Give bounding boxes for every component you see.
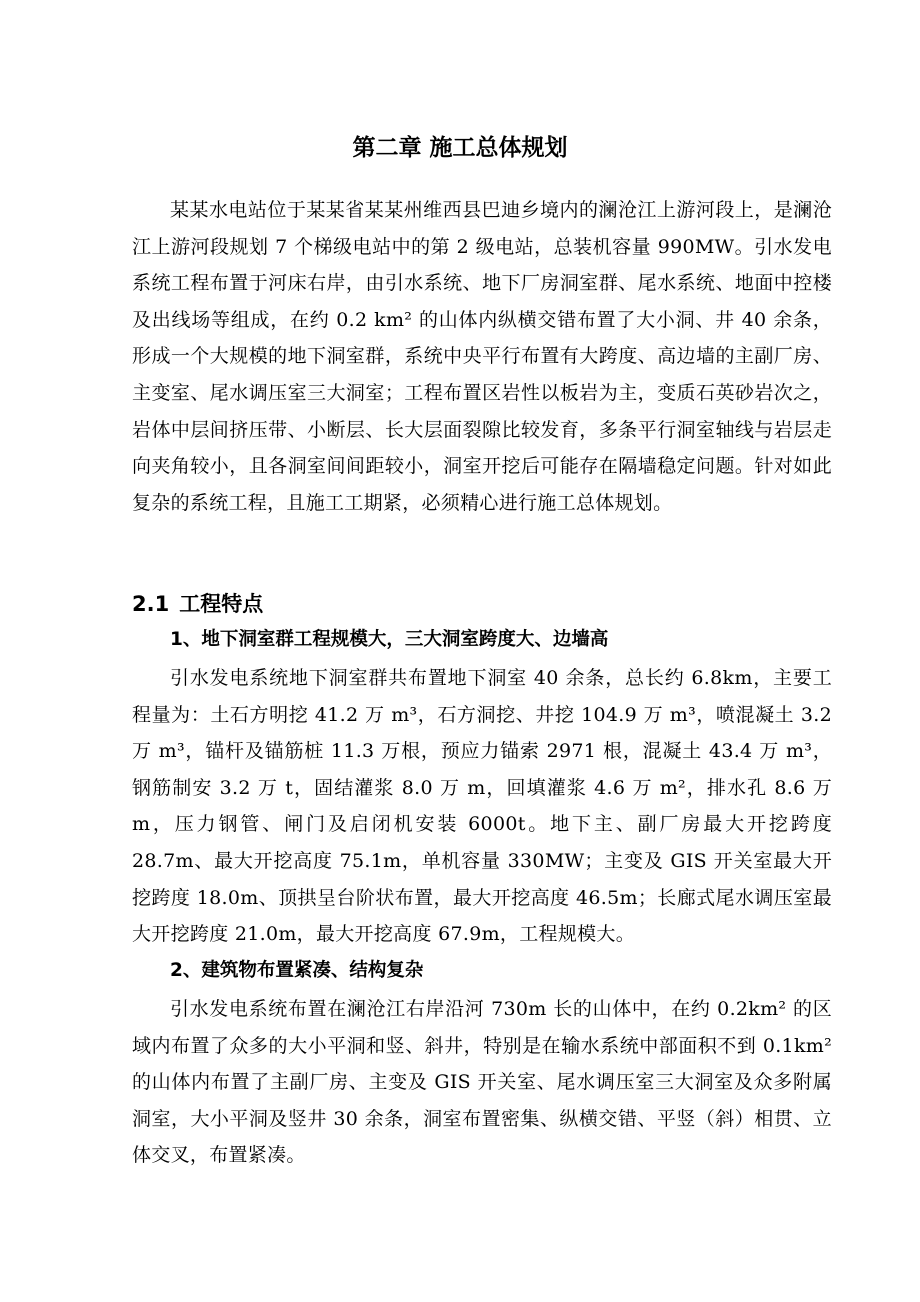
item-2-paragraph: 引水发电系统布置在澜沧江右岸沿河 730m 长的山体中，在约 0.2km² 的区域内布置了众多的大小平洞和竖、斜井，特别是在输水系统中部面积不到 0.1km² 的山体内布置了主副厂房、主变及 GIS 开关室、尾水调压室三大洞室及众多附属洞室，大小平洞及竖井 30 余条，洞室布置密集、纵横交错、平竖（斜）相贯、立体交叉，布置紧凑。 bbox=[132, 998, 832, 1167]
section-heading bbox=[132, 589, 263, 619]
intro-paragraph: 某某水电站位于某某省某某州维西县巴迪乡境内的澜沧江上游河段上，是澜沧江上游河段规划 7 个梯级电站中的第 2 级电站，总装机容量 990MW。引水发电系统工程布置于河床右岸，由引水系统、地下厂房洞室群、尾水系统、地面中控楼及出线场等组成，在约 0.2 km² 的山体内纵横交错布置了大小洞、井 40 余条，形成一个大规模的地下洞室群，系统中央平行布置有大跨度、高边墙的主副厂房、主变室、尾水调压室三大洞室；工程布置区岩性以板岩为主，变质石英砂岩次之，岩体中层间挤压带、小断层、长大层面裂隙比较发育，多条平行洞室轴线与岩层走向夹角较小，且各洞室间间距较小，洞室开挖后可能存在隔墙稳定问题。针对如此复杂的系统工程，且施工工期紧，必须精心进行施工总体规划。 bbox=[132, 199, 832, 514]
item-1-heading: 1、地下洞室群工程规模大，三大洞室跨度大、边墙高 bbox=[170, 629, 609, 650]
chapter-title: 第二章 施工总体规划 bbox=[352, 135, 568, 161]
item-2-heading: 2、建筑物布置紧凑、结构复杂 bbox=[170, 960, 424, 981]
item-1-paragraph: 引水发电系统地下洞室群共布置地下洞室 40 余条，总长约 6.8km，主要工程量为：土石方明挖 41.2 万 m³，石方洞挖、井挖 104.9 万 m³，喷混凝土 3.2 万 m³，锚杆及锚筋桩 11.3 万根，预应力锚索 2971 根，混凝土 43.4 万 m³，钢筋制安 3.2 万 t，固结灌浆 8.0 万 m，回填灌浆 4.6 万 m²，排水孔 8.6 万 m，压力钢管、闸门及启闭机安装 6000t。地下主、副厂房最大开挖跨度 28.7m、最大开挖高度 75.1m，单机容量 330MW；主变及 GIS 开关室最大开挖跨度 18.0m、顶拱呈台阶状布置，最大开挖高度 46.5m；长廊式尾水调压室最大开挖跨度 21.0m，最大开挖高度 67.9m，工程规模大。 bbox=[132, 667, 832, 946]
section-number: 2.1 bbox=[132, 592, 170, 616]
section-title: 工程特点 bbox=[179, 592, 264, 616]
